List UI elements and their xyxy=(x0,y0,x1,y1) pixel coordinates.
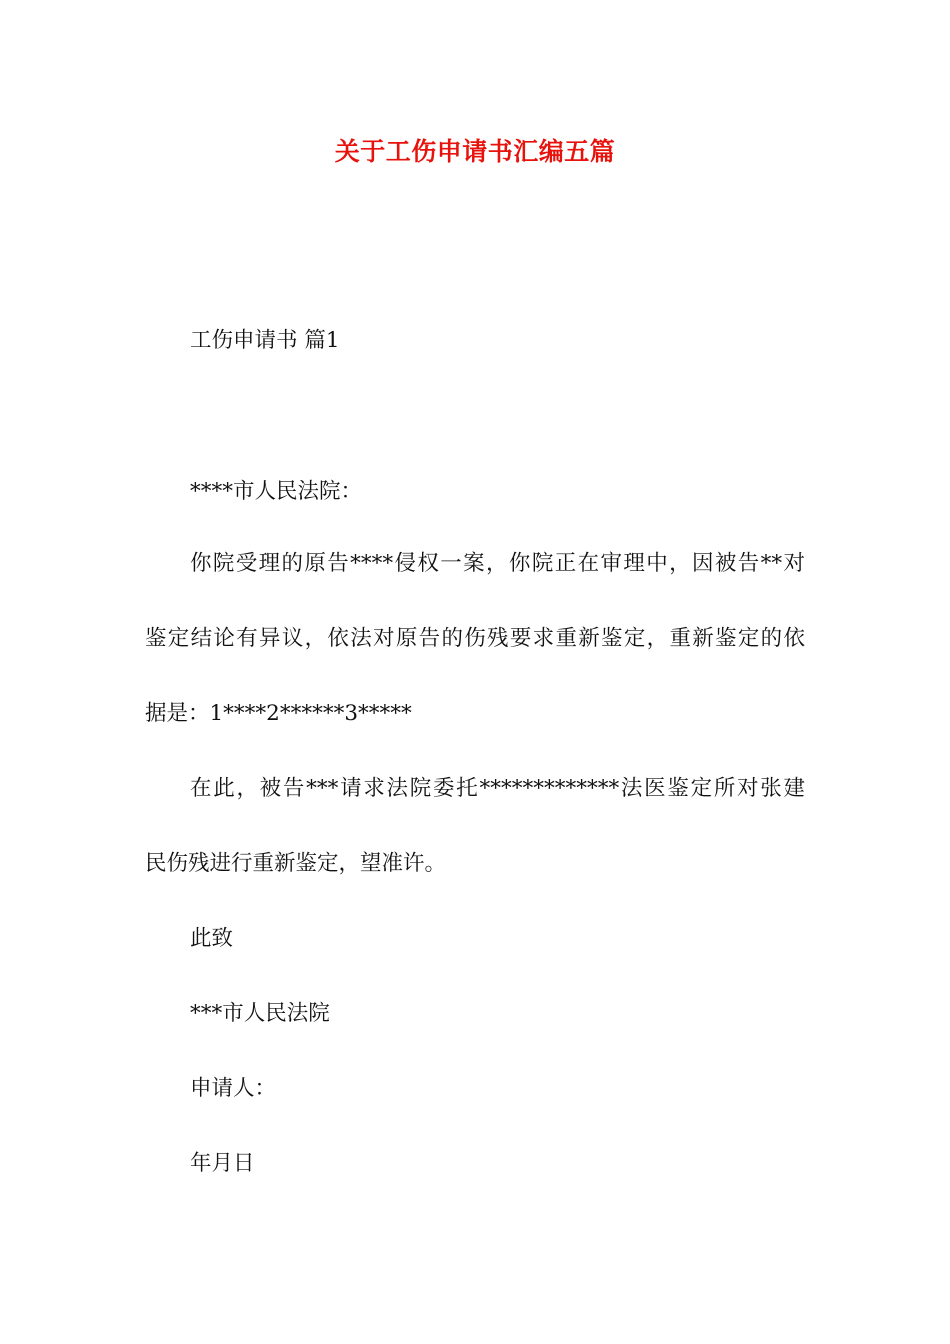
addressee: ****市人民法院： xyxy=(190,479,363,504)
paragraph1-line1: 你院受理的原告****侵权一案，你院正在审理中，因被告**对 xyxy=(190,551,805,576)
paragraph2-line1: 在此，被告***请求法院委托*************法医鉴定所对张建 xyxy=(190,776,805,801)
applicant-label: 申请人： xyxy=(190,1076,277,1101)
closing-salutation: 此致 xyxy=(190,926,234,951)
paragraph2-line2: 民伤残进行重新鉴定，望准许。 xyxy=(145,851,447,876)
date-label: 年月日 xyxy=(190,1151,255,1176)
recipient-court: ***市人民法院 xyxy=(190,1001,330,1026)
paragraph1-line3: 据是：1****2******3***** xyxy=(145,701,412,726)
paragraph1-line2: 鉴定结论有异议，依法对原告的伤残要求重新鉴定，重新鉴定的依 xyxy=(145,626,805,651)
section-heading: 工伤申请书 篇1 xyxy=(190,328,340,353)
document-title: 关于工伤申请书汇编五篇 xyxy=(334,137,616,166)
